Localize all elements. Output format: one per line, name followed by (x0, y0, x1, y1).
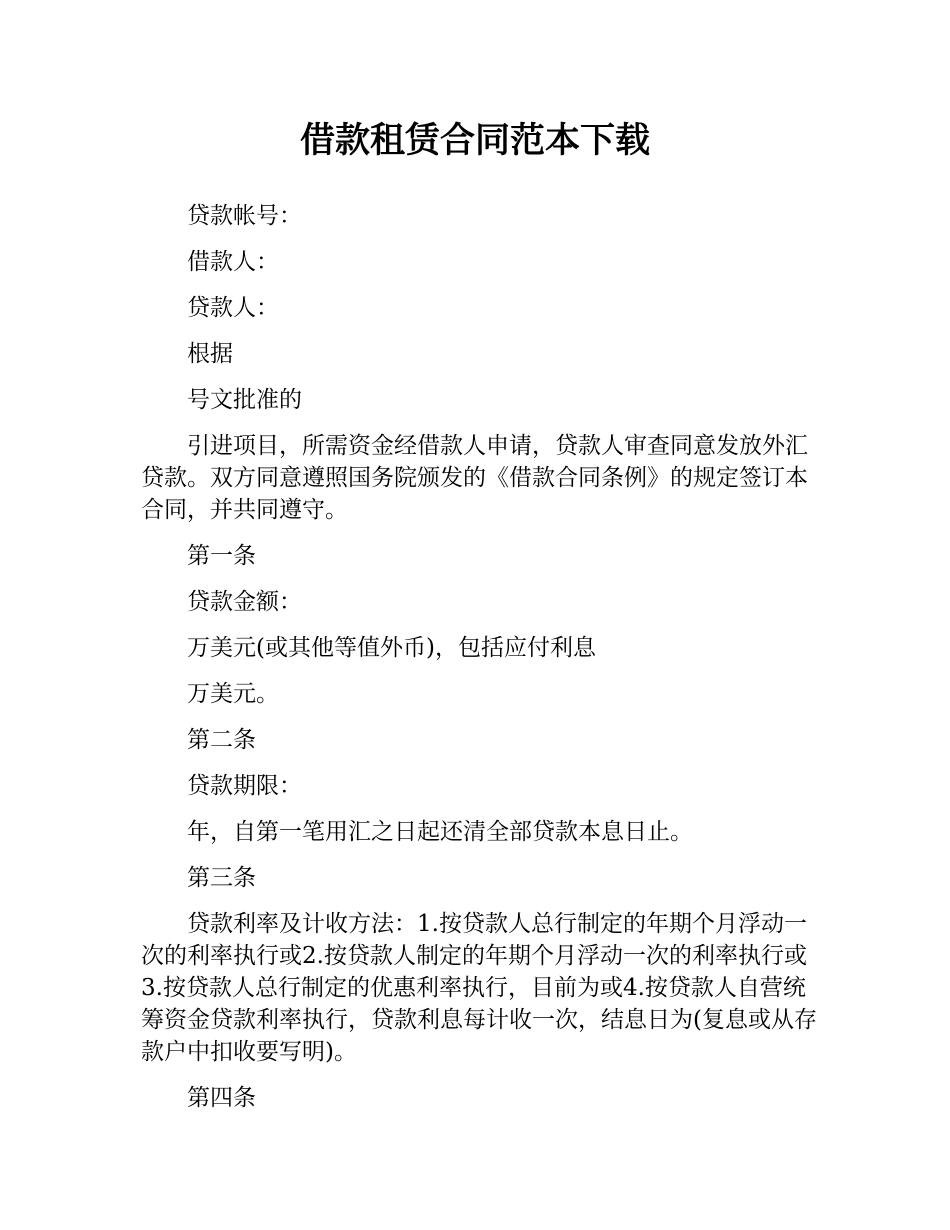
article-four-heading: 第四条 (187, 1085, 256, 1111)
paragraph-loan-amount: 贷款金额： (187, 589, 302, 615)
article-two-heading: 第二条 (187, 727, 256, 753)
paragraph-amount-detail: 万美元(或其他等值外币)，包括应付利息 (187, 635, 596, 661)
paragraph-amount-interest: 万美元。 (187, 681, 279, 707)
paragraph-interest-rate: 贷款利率及计收方法：1.按贷款人总行制定的年期个月浮动一次的利率执行或2.按贷款人制定的年期个月浮动一次的利率执行或3.按贷款人总行制定的优惠利率执行，目前为或4.按贷款人自营统筹资金贷款利率执行，贷款利息每计收一次，结息日为(复息或从存款户中扣收要写明)。 (141, 911, 817, 1065)
paragraph-approval: 号文批准的 (187, 387, 302, 413)
paragraph-term-detail: 年，自第一笔用汇之日起还清全部贷款本息日止。 (187, 819, 693, 845)
paragraph-loan-account: 贷款帐号： (187, 203, 302, 229)
paragraph-according-to: 根据 (187, 341, 233, 367)
document-body (141, 200, 821, 1128)
article-one-heading: 第一条 (187, 543, 256, 569)
paragraph-lender: 贷款人： (187, 295, 279, 321)
document-title: 借款租赁合同范本下载 (299, 121, 650, 161)
paragraph-preamble: 引进项目，所需资金经借款人申请，贷款人审查同意发放外汇贷款。双方同意遵照国务院颁发的《借款合同条例》的规定签订本合同，并共同遵守。 (141, 433, 808, 523)
article-three-heading: 第三条 (187, 865, 256, 891)
paragraph-borrower: 借款人： (187, 249, 279, 275)
paragraph-loan-term: 贷款期限： (187, 773, 302, 799)
